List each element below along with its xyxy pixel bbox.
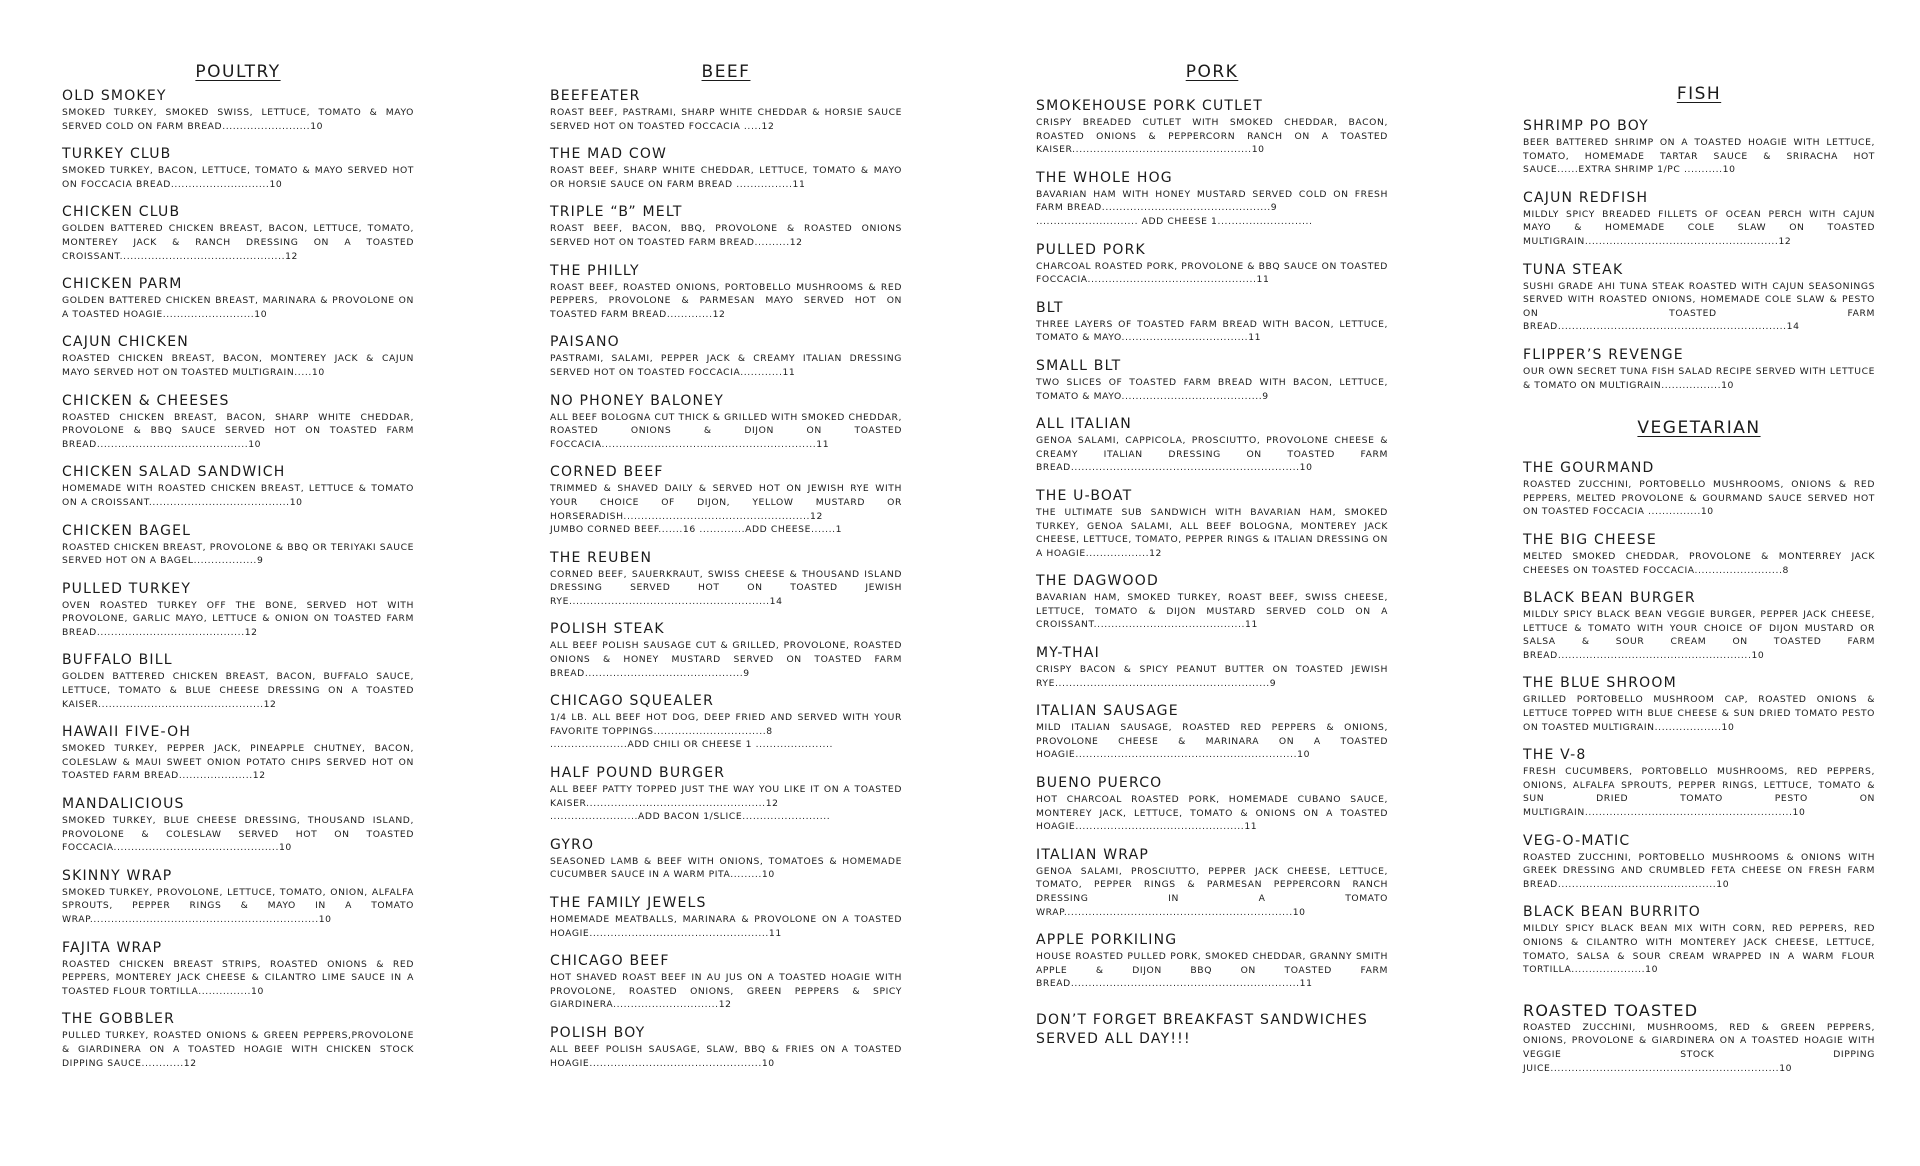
menu-item-description: HOT CHARCOAL ROASTED PORK, HOMEMADE CUBANO SAUCE, MONTEREY JACK, LETTUCE, TOMATO & ONIONS ON A TOASTED HOAGIE................................................11 — [1036, 794, 1388, 833]
beef-list — [550, 88, 902, 1070]
menu-item-description: SMOKED TURKEY, BACON, LETTUCE, TOMATO & MAYO SERVED HOT ON FOCCACIA BREAD............................10 — [62, 165, 414, 190]
menu-item-name: MANDALICIOUS — [62, 796, 185, 813]
menu-item-name: THE V-8 — [1523, 747, 1587, 764]
menu-item-description: CRISPY BREADED CUTLET WITH SMOKED CHEDDAR, BACON, ROASTED ONIONS & PEPPERCORN RANCH ON A TOASTED KAISER...................................................10 — [1036, 117, 1388, 156]
menu-item — [550, 621, 902, 680]
menu-item-name: ROASTED TOASTED — [1523, 1000, 1699, 1020]
menu-item-description: SMOKED TURKEY, SMOKED SWISS, LETTUCE, TOMATO & MAYO SERVED COLD ON FARM BREAD.........................10 — [62, 107, 414, 132]
menu-item — [550, 204, 902, 249]
menu-item-name: THE GOBBLER — [62, 1011, 176, 1028]
menu-item-description: MILD ITALIAN SAUSAGE, ROASTED RED PEPPERS & ONIONS, PROVOLONE CHEESE & MARINARA ON A TOASTED HOAGIE...............................................................10 — [1036, 722, 1388, 761]
menu-item-name: SMALL BLT — [1036, 357, 1122, 374]
menu-item-description: HOMEMADE WITH ROASTED CHICKEN BREAST, LETTUCE & TOMATO ON A CROISSANT........................................10 — [62, 483, 414, 508]
poultry-column — [62, 62, 414, 1083]
menu-item — [62, 724, 414, 783]
menu-item-name: BLT — [1036, 299, 1064, 316]
menu-item — [1523, 747, 1875, 819]
menu-item-name: POLISH BOY — [550, 1024, 646, 1041]
menu-item-name: PULLED PORK — [1036, 241, 1146, 258]
menu-item — [550, 464, 902, 536]
menu-item-description: BEER BATTERED SHRIMP ON A TOASTED HOAGIE WITH LETTUCE, TOMATO, HOMEMADE TARTAR SAUCE & SRIRACHA HOT SAUCE......EXTRA SHRIMP 1/PC ...........10 — [1523, 137, 1875, 176]
beef-column — [550, 62, 902, 1083]
menu-item-name: BLACK BEAN BURRITO — [1523, 904, 1702, 921]
menu-item — [550, 263, 902, 322]
menu-item — [62, 940, 414, 999]
menu-item-name: BUENO PUERCO — [1036, 775, 1163, 792]
menu-item-description: ROAST BEEF, SHARP WHITE CHEDDAR, LETTUCE, TOMATO & MAYO OR HORSIE SAUCE ON FARM BREAD ................11 — [550, 165, 902, 190]
menu-item-name: CAJUN REDFISH — [1523, 189, 1649, 206]
menu-item-name: CHICKEN CLUB — [62, 204, 181, 221]
menu-item-description: SUSHI GRADE AHI TUNA STEAK ROASTED WITH CAJUN SEASONINGS SERVED WITH ROASTED ONIONS, HOMEMADE COLE SLAW & PESTO ON TOASTED FARM BREAD.................................................................14 — [1523, 280, 1875, 333]
menu-item — [1036, 358, 1388, 403]
menu-item-description: BAVARIAN HAM, SMOKED TURKEY, ROAST BEEF, SWISS CHEESE, LETTUCE, TOMATO & DIJON MUSTARD SERVED COLD ON A CROISSANT...........................................11 — [1036, 592, 1388, 631]
menu-item-name: SKINNY WRAP — [62, 867, 173, 884]
menu-item — [550, 550, 902, 609]
menu-item — [62, 393, 414, 452]
menu-item-name: VEG-O-MATIC — [1523, 832, 1631, 849]
menu-item-name: CHICAGO SQUEALER — [550, 693, 715, 710]
pork-list — [1036, 98, 1388, 991]
menu-item — [1523, 532, 1875, 577]
menu-item — [1523, 833, 1875, 892]
menu-item-description: GRILLED PORTOBELLO MUSHROOM CAP, ROASTED ONIONS & LETTUCE TOPPED WITH BLUE CHEESE & SUN DRIED TOMATO PESTO ON TOASTED MULTIGRAIN...................10 — [1523, 694, 1875, 733]
menu-item-description: THREE LAYERS OF TOASTED FARM BREAD WITH BACON, LETTUCE, TOMATO & MAYO....................................11 — [1036, 318, 1388, 344]
menu-item — [550, 146, 902, 191]
menu-item — [1036, 775, 1388, 834]
menu-item-description: ROASTED ZUCCHINI, PORTOBELLO MUSHROOMS & ONIONS WITH GREEK DRESSING AND CRUMBLED FETA CHEESE ON FRESH FARM BREAD.............................................10 — [1523, 851, 1875, 890]
menu-item-description: OVEN ROASTED TURKEY OFF THE BONE, SERVED HOT WITH PROVOLONE, GARLIC MAYO, LETTUCE & ONION ON TOASTED FARM BREAD..........................................12 — [62, 599, 414, 638]
menu-item — [1523, 590, 1875, 662]
menu-item — [62, 796, 414, 855]
menu-item-description: ALL BEEF PATTY TOPPED JUST THE WAY YOU LIKE IT ON A TOASTED KAISER...................................................12 .........................ADD BACON 1/SLICE......................... — [550, 784, 902, 823]
menu-item — [1523, 118, 1875, 177]
menu-item-name: THE PHILLY — [550, 262, 640, 279]
menu-item — [1523, 262, 1875, 334]
menu-item-description: HOT SHAVED ROAST BEEF IN AU JUS ON A TOASTED HOAGIE WITH PROVOLONE, ROASTED ONIONS, GREEN PEPPERS & SPICY GIARDINERA..............................12 — [550, 972, 902, 1011]
menu-item — [1036, 170, 1388, 229]
menu-item — [1523, 675, 1875, 734]
menu-item — [62, 146, 414, 191]
menu-item-name: GYRO — [550, 836, 595, 853]
menu-item — [550, 837, 902, 882]
menu-item — [1036, 932, 1388, 991]
menu-item — [550, 953, 902, 1012]
menu-item — [1036, 242, 1388, 287]
menu-item-name: THE BIG CHEESE — [1523, 531, 1657, 548]
menu-item-name: THE WHOLE HOG — [1036, 169, 1173, 186]
menu-item-name: CHICKEN PARM — [62, 276, 183, 293]
menu-item-description: MELTED SMOKED CHEDDAR, PROVOLONE & MONTERREY JACK CHEESES ON TOASTED FOCCACIA.........................8 — [1523, 550, 1875, 576]
menu-item-description: MILDLY SPICY BLACK BEAN VEGGIE BURGER, PEPPER JACK CHEESE, LETTUCE & TOMATO WITH YOUR CHOICE OF DIJON MUSTARD OR SALSA & SOUR CREAM ON TOASTED FARM BREAD.......................................................10 — [1523, 609, 1875, 661]
menu-item — [1523, 347, 1875, 392]
menu-item — [62, 868, 414, 927]
breakfast-note: DON’T FORGET BREAKFAST SANDWICHES SERVED ALL DAY!!! — [1036, 1011, 1368, 1047]
menu-item — [1523, 460, 1875, 519]
section-title-fish: FISH — [1676, 84, 1722, 104]
vegetarian-list — [1523, 460, 1875, 1075]
menu-item — [550, 693, 902, 752]
menu-item-name: OLD SMOKEY — [62, 88, 167, 104]
section-title-beef: BEEF — [701, 62, 751, 82]
section-title-poultry: POULTRY — [195, 62, 281, 82]
menu-item — [62, 204, 414, 263]
menu-item — [550, 88, 902, 133]
menu-item — [1523, 904, 1875, 976]
menu-item-name: TRIPLE “B” MELT — [550, 204, 683, 221]
poultry-list — [62, 88, 414, 1070]
menu-item — [1523, 1000, 1875, 1075]
menu-item-description: SEASONED LAMB & BEEF WITH ONIONS, TOMATOES & HOMEMADE CUCUMBER SAUCE IN A WARM PITA.........10 — [550, 855, 902, 881]
menu-item-description: ROAST BEEF, BACON, BBQ, PROVOLONE & ROASTED ONIONS SERVED HOT ON TOASTED FARM BREAD..........12 — [550, 223, 902, 248]
menu-item-name: THE GOURMAND — [1523, 460, 1655, 477]
section-title-pork: PORK — [1185, 62, 1239, 82]
menu-item-description: ROASTED ZUCCHINI, MUSHROOMS, RED & GREEN PEPPERS, ONIONS, PROVOLONE & GIARDINERA ON A TOASTED HOAGIE WITH VEGGIE STOCK DIPPING JUICE.................................................................10 — [1523, 1021, 1875, 1074]
menu-item-name: THE REUBEN — [550, 549, 653, 566]
menu-item-description: 1/4 LB. ALL BEEF HOT DOG, DEEP FRIED AND SERVED WITH YOUR FAVORITE TOPPINGS................................8 ......................ADD CHILI OR CHEESE 1 ...................... — [550, 712, 902, 751]
menu-item-description: MILDLY SPICY BLACK BEAN MIX WITH CORN, RED PEPPERS, RED ONIONS & CILANTRO WITH MONTEREY JACK CHEESE, LETTUCE, TOMATO, SALSA & SOUR CREAM WRAPPED IN A WARM FLOUR TORTILLA.....................10 — [1523, 923, 1875, 976]
menu-item-description: SMOKED TURKEY, PEPPER JACK, PINEAPPLE CHUTNEY, BACON, COLESLAW & MAUI SWEET ONION POTATO CHIPS SERVED HOT ON TOASTED FARM BREAD.....................12 — [62, 743, 414, 782]
menu-item — [1523, 190, 1875, 249]
menu-item — [62, 88, 414, 133]
menu-item-name: THE MAD COW — [550, 146, 668, 163]
menu-item — [1036, 488, 1388, 560]
menu-item — [62, 464, 414, 509]
menu-item-description: ROASTED CHICKEN BREAST, BACON, SHARP WHITE CHEDDAR, PROVOLONE & BBQ SAUCE SERVED HOT ON TOASTED FARM BREAD...........................................10 — [62, 411, 414, 450]
menu-item-description: FRESH CUCUMBERS, PORTOBELLO MUSHROOMS, RED PEPPERS, ONIONS, ALFALFA SPROUTS, PEPPER RINGS, LETTUCE, TOMATO & SUN DRIED TOMATO PESTO ON MULTIGRAIN...........................................................10 — [1523, 766, 1875, 819]
menu-item-name: ITALIAN WRAP — [1036, 846, 1150, 863]
menu-item-name: THE U-BOAT — [1036, 487, 1133, 504]
menu-item — [62, 1011, 414, 1070]
menu-item — [550, 765, 902, 824]
menu-item-name: PAISANO — [550, 334, 620, 351]
menu-item-description: GENOA SALAMI, PROSCIUTTO, PEPPER JACK CHEESE, LETTUCE, TOMATO, PEPPER RINGS & PARMESAN PEPPERCORN RANCH DRESSING IN A TOMATO WRAP.................................................................10 — [1036, 865, 1388, 918]
menu-item-name: PULLED TURKEY — [62, 580, 192, 597]
menu-item-description: CORNED BEEF, SAUERKRAUT, SWISS CHEESE & THOUSAND ISLAND DRESSING SERVED HOT ON TOASTED JEWISH RYE.........................................................14 — [550, 568, 902, 607]
menu-item-name: BEEFEATER — [550, 88, 641, 104]
menu-item — [550, 334, 902, 379]
menu-item-name: APPLE PORKILING — [1036, 932, 1178, 949]
menu-item-description: GOLDEN BATTERED CHICKEN BREAST, BACON, BUFFALO SAUCE, LETTUCE, TOMATO & BLUE CHEESE DRESSING ON A TOASTED KAISER...............................................12 — [62, 671, 414, 710]
menu-item-description: GOLDEN BATTERED CHICKEN BREAST, BACON, LETTUCE, TOMATO, MONTEREY JACK & RANCH DRESSING ON A TOASTED CROISSANT...............................................12 — [62, 223, 414, 262]
menu-item-description: PULLED TURKEY, ROASTED ONIONS & GREEN PEPPERS,PROVOLONE & GIARDINERA ON A TOASTED HOAGIE WITH CHICKEN STOCK DIPPING SAUCE............12 — [62, 1030, 414, 1069]
menu-item — [62, 652, 414, 711]
menu-item-description: SMOKED TURKEY, PROVOLONE, LETTUCE, TOMATO, ONION, ALFALFA SPROUTS, PEPPER RINGS & MAYO IN A TOMATO WRAP.................................................................10 — [62, 886, 414, 925]
menu-item — [1036, 300, 1388, 345]
menu-item-description: TWO SLICES OF TOASTED FARM BREAD WITH BACON, LETTUCE, TOMATO & MAYO........................................9 — [1036, 376, 1388, 402]
menu-item-name: FLIPPER’S REVENGE — [1523, 346, 1684, 363]
menu-item-description: ALL BEEF POLISH SAUSAGE, SLAW, BBQ & FRIES ON A TOASTED HOAGIE.................................................10 — [550, 1043, 902, 1069]
menu-item-name: THE BLUE SHROOM — [1523, 675, 1677, 692]
menu-item-description: CRISPY BACON & SPICY PEANUT BUTTER ON TOASTED JEWISH RYE.............................................................9 — [1036, 664, 1388, 689]
menu-item-description: GOLDEN BATTERED CHICKEN BREAST, MARINARA & PROVOLONE ON A TOASTED HOAGIE..........................10 — [62, 295, 414, 320]
menu-item — [1036, 98, 1388, 157]
menu-item — [62, 581, 414, 640]
pork-column — [1036, 62, 1388, 1049]
menu-item-name: CAJUN CHICKEN — [62, 334, 189, 351]
menu-item-name: BUFFALO BILL — [62, 652, 173, 669]
menu-item-description: CHARCOAL ROASTED PORK, PROVOLONE & BBQ SAUCE ON TOASTED FOCCACIA................................................11 — [1036, 260, 1388, 286]
menu-item — [1036, 573, 1388, 632]
menu-item-name: CORNED BEEF — [550, 464, 664, 481]
menu-item-description: ROASTED CHICKEN BREAST, PROVOLONE & BBQ OR TERIYAKI SAUCE SERVED HOT ON A BAGEL..................9 — [62, 541, 414, 567]
menu-item — [1036, 416, 1388, 475]
menu-item-name: ITALIAN SAUSAGE — [1036, 703, 1179, 720]
menu-item-description: ROASTED CHICKEN BREAST STRIPS, ROASTED ONIONS & RED PEPPERS, MONTEREY JACK CHEESE & CILANTRO LIME SAUCE IN A TOASTED FLOUR TORTILLA...............10 — [62, 958, 414, 997]
menu-item-name: THE FAMILY JEWELS — [550, 895, 707, 911]
menu-item-description: ROASTED CHICKEN BREAST, BACON, MONTEREY JACK & CAJUN MAYO SERVED HOT ON TOASTED MULTIGRAIN.....10 — [62, 353, 414, 378]
menu-item-name: SMOKEHOUSE PORK CUTLET — [1036, 98, 1263, 114]
menu-item-name: SHRIMP PO BOY — [1523, 118, 1649, 134]
menu-item-name: BLACK BEAN BURGER — [1523, 590, 1696, 607]
menu-item-description: ROAST BEEF, ROASTED ONIONS, PORTOBELLO MUSHROOMS & RED PEPPERS, PROVOLONE & PARMESAN MAYO SERVED HOT ON TOASTED FARM BREAD.............12 — [550, 281, 902, 320]
menu-item-name: ALL ITALIAN — [1036, 416, 1132, 433]
menu-item-description: ROAST BEEF, PASTRAMI, SHARP WHITE CHEDDAR & HORSIE SAUCE SERVED HOT ON TOASTED FOCCACIA .....12 — [550, 107, 902, 132]
menu-item-description: THE ULTIMATE SUB SANDWICH WITH BAVARIAN HAM, SMOKED TURKEY, GENOA SALAMI, ALL BEEF BOLOGNA, MONTEREY JACK CHEESE, LETTUCE, TOMATO, PEPPER RINGS & ITALIAN DRESSING ON A HOAGIE..................12 — [1036, 506, 1388, 559]
menu-item-name: CHICKEN BAGEL — [62, 522, 192, 539]
fish-column — [1523, 84, 1875, 1088]
menu-item-description: ALL BEEF BOLOGNA CUT THICK & GRILLED WITH SMOKED CHEDDAR, ROASTED ONIONS & DIJON ON TOASTED FOCCACIA.............................................................11 — [550, 411, 902, 450]
menu-item — [1036, 645, 1388, 690]
fish-list — [1523, 118, 1875, 392]
menu-item-name: POLISH STEAK — [550, 621, 665, 638]
menu-item-name: MY-THAI — [1036, 645, 1100, 662]
menu-item — [62, 334, 414, 379]
menu-item-description: HOMEMADE MEATBALLS, MARINARA & PROVOLONE ON A TOASTED HOAGIE...................................................11 — [550, 914, 902, 939]
section-title-vegetarian: VEGETARIAN — [1637, 418, 1761, 439]
menu-item-description: PASTRAMI, SALAMI, PEPPER JACK & CREAMY ITALIAN DRESSING SERVED HOT ON TOASTED FOCCACIA............11 — [550, 353, 902, 378]
menu-item-description: BAVARIAN HAM WITH HONEY MUSTARD SERVED COLD ON FRESH FARM BREAD................................................9 ............................. ADD CHEESE 1........................... — [1036, 188, 1388, 227]
menu-item-name: CHICKEN & CHEESES — [62, 392, 230, 409]
menu-item — [1036, 703, 1388, 762]
menu-item — [550, 1025, 902, 1070]
menu-item — [62, 276, 414, 321]
menu-item — [550, 895, 902, 940]
menu-item-description: TRIMMED & SHAVED DAILY & SERVED HOT ON JEWISH RYE WITH YOUR CHOICE OF DIJON, YELLOW MUSTARD OR HORSERADISH.....................................................12 JUMBO CORNED BEEF.......16 .............ADD CHEESE.......1 — [550, 483, 902, 536]
menu-item-description: ALL BEEF POLISH SAUSAGE CUT & GRILLED, PROVOLONE, ROASTED ONIONS & HONEY MUSTARD SERVED ON TOASTED FARM BREAD.............................................9 — [550, 640, 902, 679]
menu-item-description: HOUSE ROASTED PULLED PORK, SMOKED CHEDDAR, GRANNY SMITH APPLE & DIJON BBQ ON TOASTED FARM BREAD.................................................................11 — [1036, 951, 1388, 990]
menu-item-name: TUNA STEAK — [1523, 261, 1624, 278]
menu-item — [550, 393, 902, 452]
menu-item-name: FAJITA WRAP — [62, 939, 163, 956]
menu-item-name: HALF POUND BURGER — [550, 765, 726, 782]
menu-item-description: ROASTED ZUCCHINI, PORTOBELLO MUSHROOMS, ONIONS & RED PEPPERS, MELTED PROVOLONE & GOURMAND SAUCE SERVED HOT ON TOASTED FOCCACIA ...............10 — [1523, 479, 1875, 518]
menu-item-name: HAWAII FIVE-OH — [62, 724, 192, 741]
menu-item-name: THE DAGWOOD — [1036, 573, 1159, 590]
menu-item — [1036, 847, 1388, 919]
menu-item-description: GENOA SALAMI, CAPPICOLA, PROSCIUTTO, PROVOLONE CHEESE & CREAMY ITALIAN DRESSING ON TOASTED FARM BREAD.................................................................10 — [1036, 435, 1388, 474]
menu-item-name: NO PHONEY BALONEY — [550, 392, 725, 409]
menu-item-name: TURKEY CLUB — [62, 146, 172, 163]
menu-item-description: MILDLY SPICY BREADED FILLETS OF OCEAN PERCH WITH CAJUN MAYO & HOMEMADE COLE SLAW ON TOASTED MULTIGRAIN.......................................................12 — [1523, 208, 1875, 247]
menu-item-description: OUR OWN SECRET TUNA FISH SALAD RECIPE SERVED WITH LETTUCE & TOMATO ON MULTIGRAIN.................10 — [1523, 365, 1875, 391]
menu-item-description: SMOKED TURKEY, BLUE CHEESE DRESSING, THOUSAND ISLAND, PROVOLONE & COLESLAW SERVED HOT ON TOASTED FOCCACIA...............................................10 — [62, 815, 414, 854]
menu-item — [62, 523, 414, 568]
menu-item-name: CHICKEN SALAD SANDWICH — [62, 464, 286, 481]
menu-item-name: CHICAGO BEEF — [550, 953, 670, 970]
